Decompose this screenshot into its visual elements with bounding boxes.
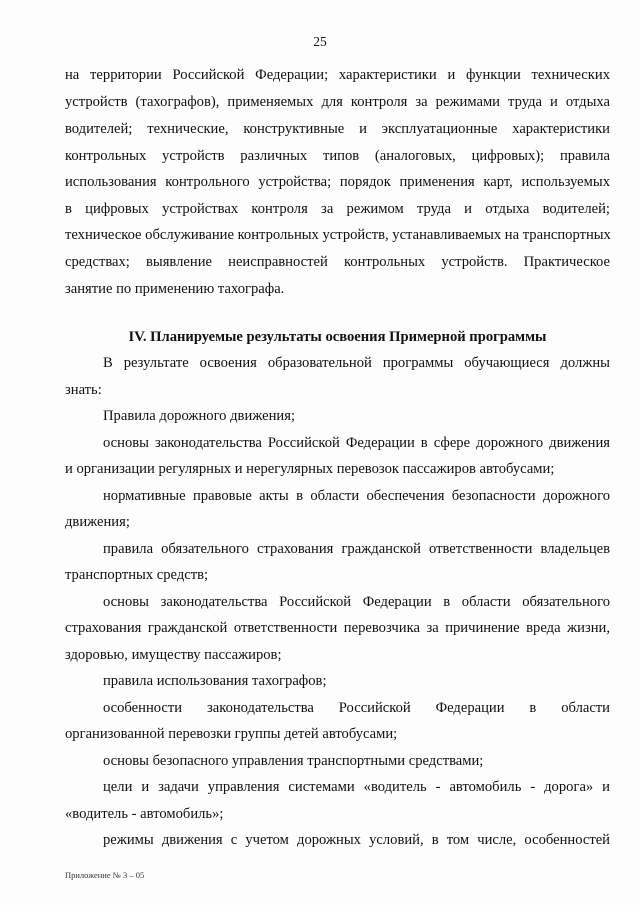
text-line: организованной перевозки группы детей автобусами; xyxy=(65,726,398,742)
text-line: режимы движения с учетом дорожных условий, в том числе, особенностей xyxy=(103,832,610,848)
text-line: знать: xyxy=(65,382,102,398)
text-line: страхования гражданской ответственности перевозчика за причинение вреда жизни, xyxy=(65,620,610,636)
text-line: цели и задачи управления системами «водитель - автомобиль - дорога» и xyxy=(103,779,610,795)
text-line: техническое обслуживание контрольных устройств, устанавливаемых на транспортных xyxy=(65,227,611,243)
text-line: правила обязательного страхования гражданской ответственности владельцев xyxy=(103,541,610,557)
text-line: использования контрольного устройства; порядок применения карт, используемых xyxy=(65,174,610,190)
text-line: контрольных устройств различных типов (аналоговых, цифровых); правила xyxy=(65,148,610,164)
text-line: основы безопасного управления транспортными средствами; xyxy=(103,753,484,769)
text-line: транспортных средств; xyxy=(65,567,209,583)
text-line: на территории Российской Федерации; характеристики и функции технических xyxy=(65,67,610,83)
text-line: водителей; технические, конструктивные и эксплуатационные характеристики xyxy=(65,121,610,137)
page-number: 25 xyxy=(313,34,327,49)
text-line: занятие по применению тахографа. xyxy=(65,281,285,297)
section-heading: IV. Планируемые результаты освоения Примерной программы xyxy=(128,329,547,345)
text-line: особенности законодательства Российской Федерации в области xyxy=(103,700,610,716)
text-line: «водитель - автомобиль»; xyxy=(65,806,224,822)
text-line: правила использования тахографов; xyxy=(103,673,327,689)
text-line: нормативные правовые акты в области обеспечения безопасности дорожного xyxy=(103,488,610,504)
footer-note: Приложение № 3 – 05 xyxy=(65,870,145,880)
text-line: в цифровых устройствах контроля за режимом труда и отдыха водителей; xyxy=(65,201,610,217)
text-line: В результате освоения образовательной программы обучающиеся должны xyxy=(103,355,610,371)
text-line: и организации регулярных и нерегулярных перевозок пассажиров автобусами; xyxy=(65,461,555,477)
text-line: основы законодательства Российской Федерации в области обязательного xyxy=(103,594,610,610)
text-line: средствах; выявление неисправностей контрольных устройств. Практическое xyxy=(65,254,610,270)
text-line: движения; xyxy=(65,514,130,530)
text-line: основы законодательства Российской Федерации в сфере дорожного движения xyxy=(103,435,610,451)
text-line: устройств (тахографов), применяемых для контроля за режимами труда и отдыха xyxy=(65,94,610,110)
text-line: Правила дорожного движения; xyxy=(103,408,296,424)
text-line: здоровью, имуществу пассажиров; xyxy=(65,647,282,663)
